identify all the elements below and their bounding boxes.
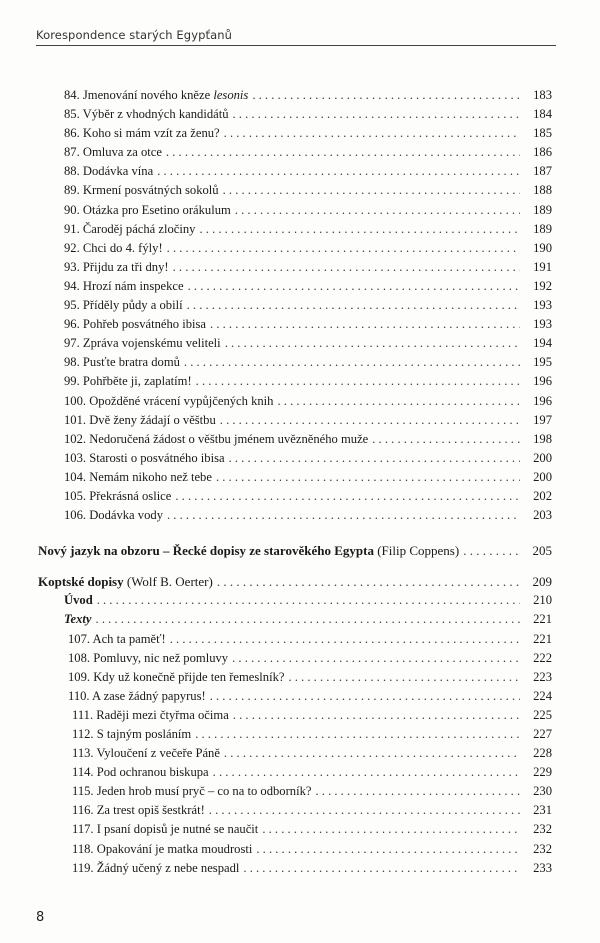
toc-entry-page: 225 [533,707,552,722]
toc-entry-title: 94. Hrozí nám inspekce [64,278,184,293]
leader-dots [256,840,520,859]
toc-section-greek [38,541,552,560]
toc-entry-title: 90. Otázka pro Esetino orákulum [64,202,231,217]
toc-entry-title: 85. Výběr z vhodných kandidátů [64,107,229,122]
toc-entry-title: 101. Dvě ženy žádají o věštbu [64,412,216,427]
leader-dots [252,86,520,105]
toc-entry [38,668,552,687]
toc-entry-title: 110. A zase žádný papyrus! [68,688,206,703]
toc-entry-page: 228 [533,746,552,761]
leader-dots [262,820,520,839]
toc-entry [38,239,552,258]
toc-entry-title: 98. Pusťte bratra domů [64,355,180,370]
toc-section-author: (Filip Coppens) [377,543,460,559]
leader-dots [233,706,520,725]
toc-entry-title: 99. Pohřběte ji, zaplatím! [64,374,192,389]
toc-entry-title: 95. Příděly půdy a obilí [64,298,183,313]
toc-subsection-page: 210 [533,593,552,608]
leader-dots [166,143,520,162]
toc-entry [38,820,552,839]
toc-entry-title: 114. Pod ochranou biskupa [72,765,209,780]
toc-section-title [38,572,213,591]
toc-entry-page: 231 [533,803,552,818]
toc-entry-page: 233 [533,860,552,875]
toc-entry-title: 100. Opožděné vrácení vypůjčených knih [64,393,274,408]
toc-entry [38,763,552,782]
leader-dots [96,610,520,629]
leader-dots [223,181,520,200]
toc-entry [38,86,552,105]
toc-section-title-bold: Nový jazyk na obzoru – Řecké dopisy ze starověkého Egypta [38,543,374,559]
toc-section-coptic [38,572,552,591]
toc-entry [38,801,552,820]
leader-dots [243,859,520,878]
toc-entry [38,124,552,143]
toc-entry-page: 224 [533,688,552,703]
leader-dots [213,763,520,782]
toc-entry-page: 227 [533,727,552,741]
toc-entry-title: 107. Ach ta paměť! [68,631,166,646]
leader-dots [232,649,520,668]
toc-entry-page: 196 [533,374,552,389]
toc-entry-title: 97. Zpráva vojenskému veliteli [64,336,221,351]
toc-entry [38,630,552,649]
toc-entry-title: 92. Chci do 4. fýly! [64,240,163,255]
leader-dots [224,744,520,763]
leader-dots [184,353,520,372]
leader-dots [372,430,520,449]
toc-entry [38,782,552,801]
toc-entry [38,220,552,239]
toc-entry [38,411,552,430]
toc-entry [38,181,552,200]
toc-entry-title: 105. Překrásná oslice [64,488,172,503]
toc-section-title-bold: Koptské dopisy [38,574,124,590]
leader-dots [173,258,520,277]
toc-entry-page: 232 [533,822,552,837]
toc-entry-page: 232 [533,841,552,856]
toc-entry-page: 191 [533,259,552,274]
toc-entry-title: 88. Dodávka vína [64,164,154,179]
leader-dots [157,162,520,181]
leader-dots [233,105,521,124]
leader-dots [97,591,520,610]
toc-entry-title: 111. Raději mezi čtyřma očima [72,707,229,722]
toc-entry-page: 198 [533,431,552,446]
leader-dots [229,449,520,468]
toc-entry-page: 187 [533,164,552,179]
toc-entry [38,725,552,744]
toc-entry-page: 195 [533,355,552,370]
toc-entry [38,506,552,525]
toc-entry [38,315,552,334]
page-number: 8 [36,910,45,925]
toc-entry-page: 192 [533,278,552,293]
toc-entry [38,277,552,296]
toc-entry-title: 117. I psaní dopisů je nutné se naučit [72,822,259,837]
toc-entry-page: 194 [533,336,552,351]
toc-entry-title: 84. Jmenování nového kněze lesonis [64,88,249,102]
toc-entry [38,840,552,859]
toc-entry-title: 91. Čaroděj páchá zločiny [64,221,196,236]
toc-entry-title: 89. Krmení posvátných sokolů [64,183,219,198]
toc-subsection-texts [38,610,552,629]
leader-dots [195,725,520,744]
toc-entry [38,162,552,181]
toc-entry [38,201,552,220]
toc-entry-title: 112. S tajným posláním [72,727,192,741]
toc-entry-page: 223 [533,669,552,684]
toc-entry-page: 185 [533,126,552,141]
leader-dots [199,220,520,239]
toc-entry-page: 186 [533,145,552,160]
leader-dots [187,296,520,315]
toc-entry-page: 230 [533,784,552,799]
leader-dots [277,392,520,411]
toc-entry-title: 118. Opakování je matka moudrosti [72,841,253,856]
toc-entry [38,334,552,353]
leader-dots [217,572,520,591]
leader-dots [315,782,520,801]
toc-entry-title: 108. Pomluvy, nic než pomluvy [68,650,229,665]
toc-entry-page: 197 [533,412,552,427]
toc-entry-title: 102. Nedoručená žádost o věštbu jménem uvězněného muže [64,431,369,446]
toc-entry-title: 96. Pohřeb posvátného ibisa [64,317,207,332]
toc-entry [38,706,552,725]
toc-entry-title: 86. Koho si mám vzít za ženu? [64,126,220,141]
toc-entry-page: 202 [533,488,552,503]
toc-entry [38,649,552,668]
toc-subsection-title: Texty [64,612,92,627]
toc-section-page: 209 [532,574,552,590]
toc-entry [38,468,552,487]
toc-entry-page: 193 [533,298,552,313]
leader-dots [167,506,520,525]
toc-subsection-page: 221 [533,612,552,627]
toc-entry [38,296,552,315]
toc-entry-page: 200 [533,469,552,484]
toc-entry-page: 200 [533,450,552,465]
toc-entry-page: 189 [533,202,552,217]
leader-dots [167,239,520,258]
leader-dots [210,687,520,706]
toc-entry-page: 196 [533,393,552,408]
toc-entry-page: 183 [533,88,552,102]
toc-entry-title: 87. Omluva za otce [64,145,162,160]
toc-section-title [38,541,459,560]
leader-dots [175,487,520,506]
toc-entry-title: 115. Jeden hrob musí pryč – co na to odborník? [72,784,312,799]
toc-section-author: (Wolf B. Oerter) [126,574,213,590]
toc-entry [38,143,552,162]
toc-entry-page: 189 [533,221,552,236]
leader-dots [170,630,520,649]
running-head: Korespondence starých Egypťanů [36,28,233,42]
toc-subsection-title: Úvod [64,593,93,608]
leader-dots [188,277,520,296]
toc-entry-title-italic: lesonis [213,88,249,102]
leader-dots [196,372,520,391]
toc-entry [38,487,552,506]
toc-entry-title: 119. Žádný učený z nebe nespadl [72,860,240,875]
toc-entry [38,449,552,468]
toc-entry-page: 221 [533,631,552,646]
leader-dots [209,801,520,820]
toc-entry [38,258,552,277]
toc-section-page: 205 [532,543,552,559]
toc-entry-page: 222 [533,650,552,665]
toc-entry-title: 104. Nemám nikoho než tebe [64,469,212,484]
toc-entry-title: 93. Přijdu za tři dny! [64,259,169,274]
toc-entry [38,392,552,411]
toc-entry-page: 184 [533,107,552,122]
toc-entry-title: 103. Starosti o posvátného ibisa [64,450,225,465]
toc-entry [38,430,552,449]
leader-dots [463,541,520,560]
leader-dots [220,411,520,430]
leader-dots [288,668,520,687]
leader-dots [235,201,520,220]
toc-entry [38,372,552,391]
toc-entry [38,744,552,763]
toc-entry-title: 106. Dodávka vody [64,508,163,523]
toc-entry-page: 193 [533,317,552,332]
toc-entry-page: 229 [533,765,552,780]
toc-entry [38,353,552,372]
toc-entry-page: 188 [533,183,552,198]
leader-dots [224,124,520,143]
toc-entry-title: 113. Vyloučení z večeře Páně [72,746,220,761]
table-of-contents [38,86,552,878]
toc-entry [38,105,552,124]
toc-entry-page: 190 [533,240,552,255]
toc-entry [38,859,552,878]
toc-entry-page: 203 [533,508,552,523]
leader-dots [216,468,520,487]
leader-dots [225,334,520,353]
toc-entry [38,687,552,706]
toc-subsection-intro [38,591,552,610]
leader-dots [210,315,520,334]
toc-entry-title: 109. Kdy už konečně přijde ten řemeslník? [68,669,285,684]
header-rule [36,45,556,46]
toc-entry-title: 116. Za trest opiš šestkrát! [72,803,205,818]
